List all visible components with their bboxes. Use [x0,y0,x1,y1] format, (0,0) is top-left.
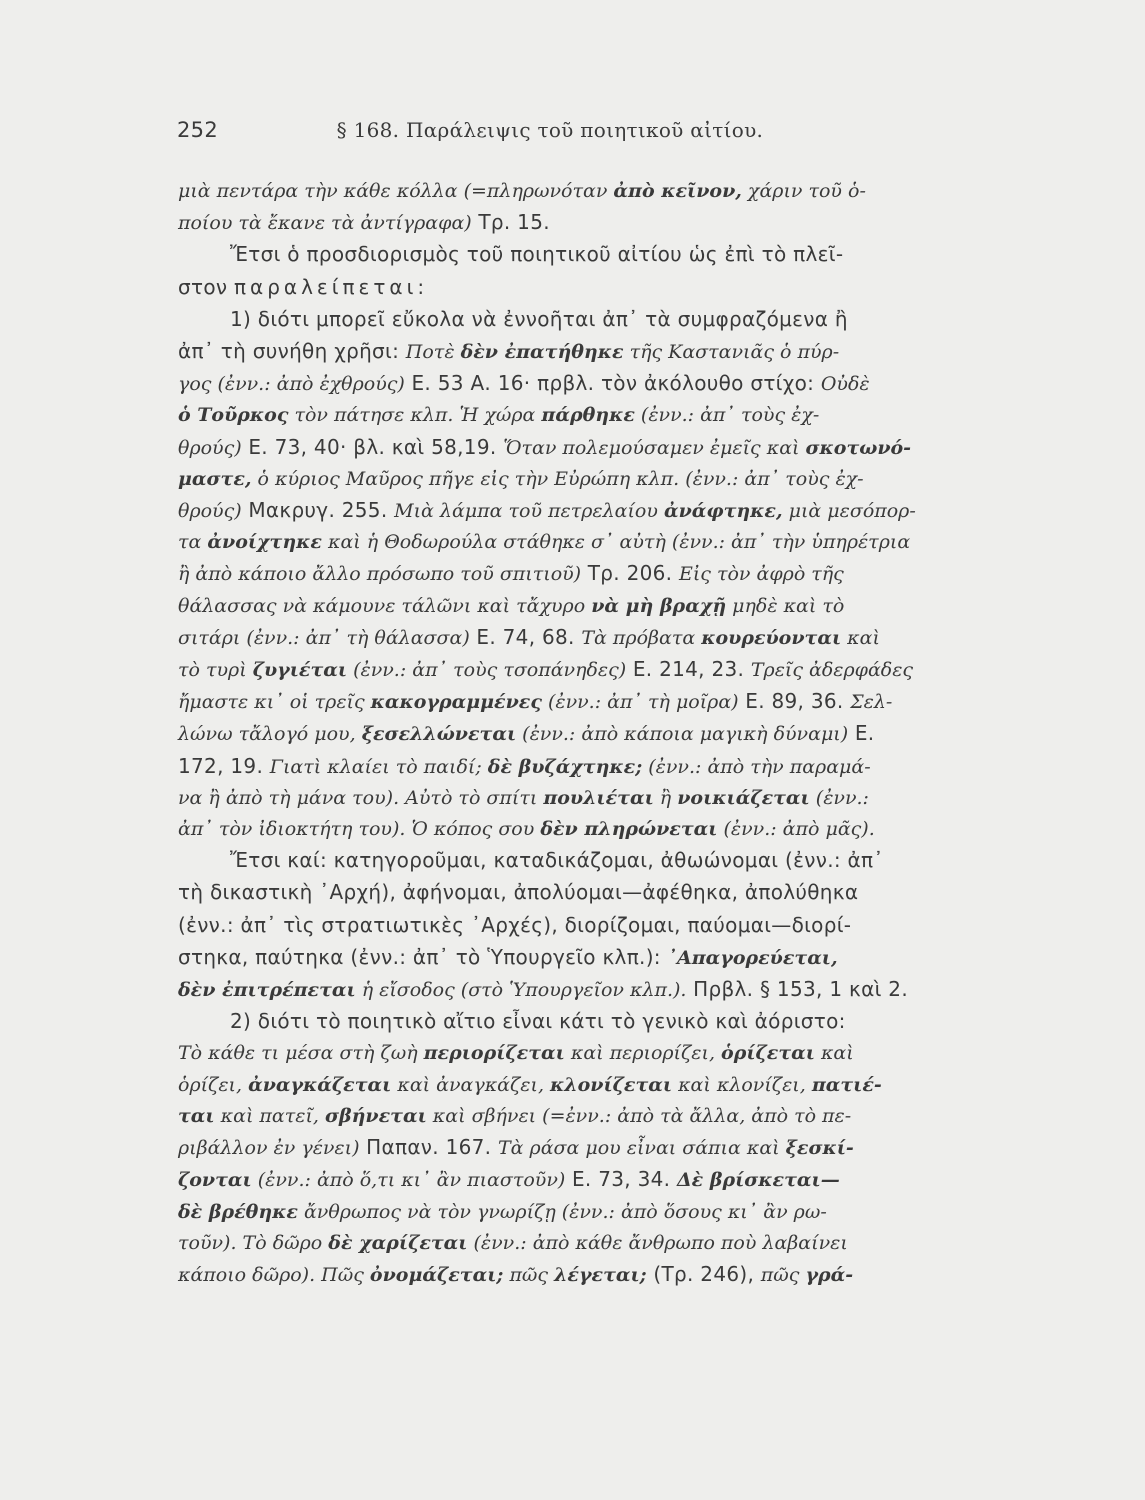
text-segment: : [417,274,425,299]
emphasized-verb: πάρθηκε [541,404,635,427]
text-segment: Τρ. 206. [581,561,679,586]
text-line [178,207,992,239]
emphasized-verb: ἀνοίχτηκε [207,531,322,554]
example-text: καὶ σβήνει (=ἐνν.: ἀπὸ τὰ ἄλλα, ἀπὸ τὸ πε- [426,1104,852,1127]
text-line [178,400,992,431]
example-text: (ἐνν.: ἀπ᾽ τὴ μοῖρα) [541,691,739,714]
example-text: ἢ [653,786,678,809]
text-segment: 2) διότι τὸ ποιητικὸ αἴτιο εἶναι κάτι τὸ γενικὸ καὶ ἀόριστο: [230,1009,846,1034]
text-segment: Ε. [848,721,875,746]
example-text: ἄνθρωπος νὰ τὸν γνωρίζῃ (ἐνν.: ἀπὸ ὅσους κι᾽ ἂν ρω- [297,1200,827,1223]
example-text: Τρεῖς ἀδερφάδες [750,659,914,682]
text-line [178,336,992,368]
example-text: τὸν πάτησε κλπ. Ἡ χώρα [288,404,542,427]
text-segment: Ἔτσι καί: κατηγοροῦμαι, καταδικάζομαι, ἀθωώνομαι (ἐνν.: ἀπ᾽ [230,848,884,873]
emphasized-verb: νοικιάζεται [677,786,810,809]
emphasized-verb: κακογραμμένες [370,691,542,714]
text-segment: Ε. 53 Α. 16· πρβλ. τὸν ἀκόλουθο στίχο: [404,371,821,396]
text-line [178,751,992,783]
text-segment: Ἔτσι ὁ προσδιορισμὸς τοῦ ποιητικοῦ αἰτίου ὡς ἐπὶ τὸ πλεῖ- [230,242,844,267]
text-segment: στηκα, παύτηκα (ἐνν.: ἀπ᾽ τὸ Ὑπουργεῖο κλπ.): [178,944,668,969]
text-line [178,591,992,622]
emphasized-verb: ται [178,1104,215,1127]
text-segment: (Τρ. 246), [646,1261,761,1286]
example-text: τὸ τυρὶ [178,659,253,682]
emphasized-verb: γρά- [805,1263,854,1286]
example-text: (ἐνν.: ἀπὸ μᾶς). [717,818,875,841]
text-line [178,304,992,336]
text-line [178,1038,992,1069]
text-line [178,783,992,814]
emphasized-verb: δὲν πληρώνεται [540,818,718,841]
example-text: λώνω τἄλογό μου, [178,723,362,746]
emphasized-verb: δὲ βυζάχτηκε; [487,755,643,778]
text-line [178,1197,992,1228]
emphasized-verb: δὲ χαρίζεται [328,1231,468,1254]
example-text: ἀπ᾽ τὸν ἰδιοκτήτη του). Ὁ κόπος σου [178,818,541,841]
example-text: Μιὰ λάμπα τοῦ πετρελαίου [394,500,664,523]
text-line [178,176,992,207]
example-text: καὶ [841,626,880,649]
text-line [178,845,992,877]
example-text: γος (ἐνν.: ἀπὸ ἐχθρούς) [178,373,405,396]
emphasized-verb: ζονται [178,1169,252,1192]
example-text: τοῦν). Τὸ δῶρο [178,1231,329,1254]
text-line [178,942,992,974]
example-text: ὁ κύριος Μαῦρος πῆγε εἰς τὴν Εὐρώπη κλπ. (ἐνν.: ἀπ᾽ τοὺς ἐχ- [251,467,864,490]
text-line [178,1006,992,1038]
text-line [178,1101,992,1132]
text-line [178,495,992,527]
text-segment: 172, 19. [178,753,270,778]
emphasized-verb: πουλιέται [543,786,654,809]
text-line [178,877,992,909]
example-text: Τὸ κάθε τι μέσα στὴ ζωὴ [178,1042,424,1065]
example-text: καὶ περιορίζει, [564,1042,722,1065]
running-title: § 168. Παράλειψις τοῦ ποιητικοῦ αἰτίου. [336,118,764,142]
example-text: ριβάλλον ἐν γένει) [178,1137,360,1160]
emphasized-verb: ὁρίζεται [721,1042,815,1065]
example-text: να ἢ ἀπὸ τὴ μάνα του). Αὐτὸ τὸ σπίτι [178,786,544,809]
example-text: Οὐδὲ [820,373,870,396]
example-text: Γιατὶ κλαίει τὸ παιδί; [269,755,488,778]
emphasized-verb: δὲ βρέθηκε [178,1200,298,1223]
text-line [178,558,992,590]
running-header [177,118,997,142]
emphasized-verb: ᾽Απαγορεύεται, [667,946,838,969]
text-segment: 1) διότι μπορεῖ εὔκολα νὰ ἐννοῆται ἀπ᾽ τὰ συμφραζόμενα ἢ [230,306,848,331]
text-line [178,527,992,558]
example-text: Σελ- [850,691,893,714]
example-text: Τὰ πρόβατα [581,626,702,649]
emphasized-verb: δὲν ἐπιτρέπεται [178,979,356,1002]
example-text: Ὅταν πολεμούσαμεν ἐμεῖς καὶ [503,436,806,459]
emphasized-verb: ἀπὸ κεῖνον, [613,180,742,202]
example-text: ἢ ἀπὸ κάποιο ἄλλο πρόσωπο τοῦ σπιτιοῦ) [178,563,582,586]
emphasized-verb: κλονίζεται [550,1073,673,1096]
example-text: καὶ πατεῖ, [214,1104,325,1127]
example-text: τα [178,531,208,554]
emphasized-verb: περιορίζεται [423,1042,565,1065]
emphasized-verb: ξεσκί- [785,1137,854,1160]
emphasized-verb: μαστε, [178,467,252,490]
example-text: (ἐνν.: [809,786,869,809]
text-segment: Ε. 73, 40· βλ. καὶ 58,19. [241,434,504,459]
example-text: καὶ ἡ Θοδωρούλα στάθηκε σ᾽ αὐτὴ (ἐνν.: ἀπ᾽ τὴν ὑπηρέτρια [321,531,911,554]
example-text: θρούς) [178,500,242,523]
emphasized-verb: ξεσελλώνεται [361,723,517,746]
text-segment: Μακρυγ. 255. [241,498,395,523]
text-segment: τὴ δικαστικὴ ᾽Αρχή), ἀφήνομαι, ἀπολύομαι—ἀφέθηκα, ἀπολύθηκα [178,880,859,905]
example-text: Ποτὲ [405,341,461,364]
example-text: μηδὲ καὶ τὸ [726,594,845,617]
text-segment: στον [178,274,234,299]
text-line [178,1259,992,1291]
example-text: ἡ εἴσοδος (στὸ Ὑπουργεῖον κλπ.). [355,979,687,1002]
example-text: μιὰ πεντάρα τὴν κάθε κόλλα (=πληρωνόταν [178,180,614,202]
example-text: (ἐνν.: ἀπ᾽ τοὺς τσοπάνηδες) [347,659,627,682]
text-segment: Τρ. 15. [471,210,550,235]
example-text: θάλασσας νὰ κάμουνε τάλῶνι καὶ τἄχυρο [178,594,592,617]
example-text: καὶ κλονίζει, [672,1073,812,1096]
text-segment: Ε. 89, 36. [738,689,851,714]
text-line [178,622,992,654]
example-text: Τὰ ράσα μου εἶναι σάπια καὶ [497,1137,786,1160]
example-text: ποίου τὰ ἔκανε τὰ ἀντίγραφα) [178,212,472,235]
example-text: χάριν τοῦ ὁ- [741,180,866,202]
text-segment: Ε. 74, 68. [469,624,582,649]
emphasized-verb: ἀνάφτηκε, [663,500,783,523]
example-text: τῆς Καστανιᾶς ὁ πύρ- [623,341,840,364]
text-line [178,654,992,686]
example-text: Εἰς τὸν ἀφρὸ τῆς [678,563,844,586]
emphasized-verb: σβήνεται [324,1104,427,1127]
text-segment: Ε. 214, 23. [626,657,751,682]
text-line [178,1070,992,1101]
example-text: πῶς [503,1263,555,1286]
example-text: σιτάρι (ἐνν.: ἀπ᾽ τὴ θάλασσα) [178,626,470,649]
body-text [178,176,992,1291]
example-text: (ἐνν.: ἀπὸ ὅ,τι κι᾽ ἂν πιαστοῦν) [251,1169,566,1192]
example-text: (ἐνν.: ἀπὸ τὴν παραμά- [642,755,871,778]
text-segment: Πρβλ. § 153, 1 καὶ 2. [686,977,908,1002]
text-line [178,814,992,845]
example-text: καὶ [814,1042,854,1065]
emphasized-verb: πατιέ- [811,1073,882,1096]
text-line [178,464,992,495]
text-line [178,686,992,718]
example-text: (ἐνν.: ἀπὸ κάθε ἄνθρωπο ποὺ λαβαίνει [467,1231,848,1254]
emphasized-verb: κουρεύονται [701,626,842,649]
text-segment: Ε. 73, 34. [565,1167,677,1192]
example-text: μιὰ μεσόπορ- [782,500,916,523]
text-line [178,974,992,1006]
text-segment: παραλείπεται [233,274,418,299]
example-text: (ἐνν.: ἀπ᾽ τοὺς ἐχ- [634,404,820,427]
emphasized-verb: Δὲ βρίσκεται— [676,1169,840,1192]
text-line [178,239,992,271]
page-number: 252 [177,118,218,142]
example-text: κάποιο δῶρο). Πῶς [178,1263,370,1286]
emphasized-verb: ζυγιέται [252,659,348,682]
emphasized-verb: ὁ Τοῦρκος [178,404,289,427]
text-line [178,1228,992,1259]
example-text: (ἐνν.: ἀπὸ κάποια μαγικὴ δύναμι) [516,723,849,746]
text-line [178,1132,992,1164]
text-line [178,718,992,750]
text-segment: Παπαν. 167. [359,1135,498,1160]
emphasized-verb: λέγεται; [554,1263,647,1286]
emphasized-verb: δὲν ἐπατήθηκε [460,341,624,364]
emphasized-verb: σκοτωνό- [805,436,912,459]
emphasized-verb: ὀνομάζεται; [369,1263,504,1286]
example-text: θρούς) [178,436,242,459]
emphasized-verb: ἀναγκάζεται [248,1073,392,1096]
text-line [178,910,992,942]
emphasized-verb: νὰ μὴ βραχῇ [591,594,727,617]
example-text: πῶς [760,1263,806,1286]
example-text: ὁρίζει, [178,1073,249,1096]
text-segment: ἀπ᾽ τὴ συνήθη χρῆσι: [178,339,406,364]
example-text: ἤμαστε κι᾽ οἱ τρεῖς [178,691,371,714]
text-line [178,1164,992,1196]
example-text: καὶ ἀναγκάζει, [391,1073,551,1096]
text-segment: (ἐνν.: ἀπ᾽ τὶς στρατιωτικὲς ᾽Αρχές), διορίζομαι, παύομαι—διορί- [178,912,852,937]
text-line [178,432,992,464]
text-line [178,272,992,304]
text-line [178,368,992,400]
